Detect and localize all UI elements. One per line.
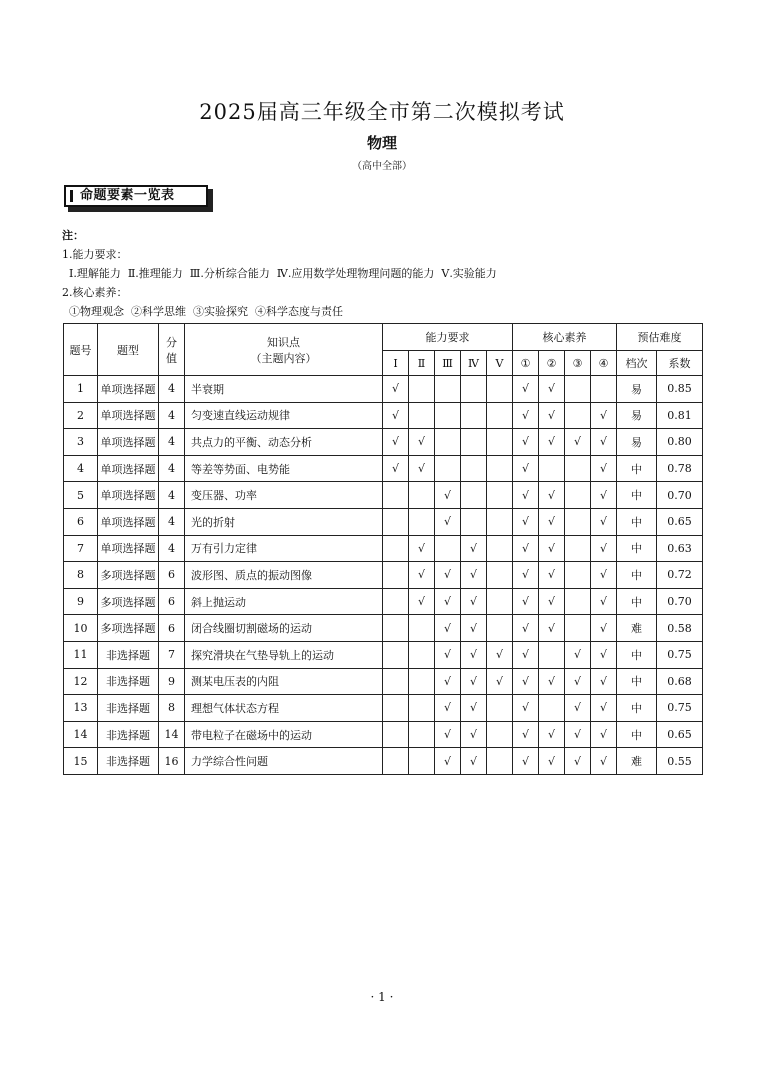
cell-literacy-3	[565, 482, 591, 509]
cell-type: 非选择题	[98, 748, 159, 775]
cell-ability-2	[409, 748, 435, 775]
cell-ability-1	[383, 588, 409, 615]
table-body	[64, 376, 703, 775]
cell-ability-4	[461, 482, 487, 509]
cell-num: 5	[64, 482, 98, 509]
cell-coef: 0.65	[657, 721, 703, 748]
cell-level: 易	[617, 429, 657, 456]
header-ability-1: Ⅰ	[383, 351, 409, 376]
cell-literacy-4: √	[591, 588, 617, 615]
cell-literacy-4: √	[591, 482, 617, 509]
cell-ability-4	[461, 455, 487, 482]
cell-ability-3	[435, 535, 461, 562]
cell-ability-4: √	[461, 588, 487, 615]
cell-ability-1: √	[383, 455, 409, 482]
cell-level: 易	[617, 402, 657, 429]
table-row	[64, 482, 703, 509]
cell-coef: 0.75	[657, 695, 703, 722]
notes-literacy-heading: 2.核心素养：	[62, 286, 128, 299]
page-number: · 1 ·	[370, 990, 394, 1004]
cell-literacy-1: √	[513, 588, 539, 615]
notes-ability-list: Ⅰ.理解能力 Ⅱ.推理能力 Ⅲ.分析综合能力 Ⅳ.应用数学处理物理问题的能力 Ⅴ.实验能力	[62, 267, 497, 280]
cell-num: 8	[64, 562, 98, 589]
cell-literacy-2	[539, 455, 565, 482]
cell-ability-3	[435, 376, 461, 403]
cell-coef: 0.81	[657, 402, 703, 429]
cell-type: 单项选择题	[98, 429, 159, 456]
header-ability-2: Ⅱ	[409, 351, 435, 376]
cell-score: 4	[159, 508, 185, 535]
scope-subtitle: （高中全部）	[352, 161, 412, 172]
cell-num: 7	[64, 535, 98, 562]
cell-knowledge-point: 匀变速直线运动规律	[185, 402, 383, 429]
cell-knowledge-point: 变压器、功率	[185, 482, 383, 509]
cell-num: 1	[64, 376, 98, 403]
cell-ability-5	[487, 429, 513, 456]
cell-literacy-1: √	[513, 402, 539, 429]
cell-score: 16	[159, 748, 185, 775]
cell-ability-5	[487, 402, 513, 429]
cell-num: 13	[64, 695, 98, 722]
cell-level: 难	[617, 615, 657, 642]
cell-score: 6	[159, 562, 185, 589]
table-row	[64, 562, 703, 589]
table-row	[64, 641, 703, 668]
header-level: 档次	[617, 351, 657, 376]
cell-literacy-1: √	[513, 721, 539, 748]
cell-ability-4: √	[461, 695, 487, 722]
cell-literacy-3: √	[565, 695, 591, 722]
cell-literacy-1: √	[513, 508, 539, 535]
cell-ability-5	[487, 508, 513, 535]
cell-ability-4	[461, 508, 487, 535]
table-row	[64, 588, 703, 615]
cell-type: 单项选择题	[98, 376, 159, 403]
cell-level: 中	[617, 562, 657, 589]
cell-num: 2	[64, 402, 98, 429]
table-row	[64, 429, 703, 456]
cell-ability-2	[409, 668, 435, 695]
cell-level: 中	[617, 588, 657, 615]
cell-ability-3: √	[435, 695, 461, 722]
cell-ability-2	[409, 508, 435, 535]
cell-type: 多项选择题	[98, 562, 159, 589]
cell-literacy-4: √	[591, 429, 617, 456]
header-ability-5: Ⅴ	[487, 351, 513, 376]
table-row	[64, 668, 703, 695]
cell-ability-5	[487, 615, 513, 642]
cell-literacy-2: √	[539, 615, 565, 642]
cell-literacy-1: √	[513, 695, 539, 722]
cell-ability-5	[487, 562, 513, 589]
cell-level: 中	[617, 482, 657, 509]
cell-coef: 0.68	[657, 668, 703, 695]
cell-literacy-3	[565, 615, 591, 642]
cell-literacy-1: √	[513, 429, 539, 456]
cell-literacy-3: √	[565, 429, 591, 456]
cell-ability-2	[409, 695, 435, 722]
cell-level: 中	[617, 641, 657, 668]
cell-literacy-2: √	[539, 508, 565, 535]
cell-score: 8	[159, 695, 185, 722]
cell-score: 4	[159, 402, 185, 429]
cell-level: 中	[617, 508, 657, 535]
cell-ability-4: √	[461, 721, 487, 748]
banner-label: 命题要素一览表	[64, 185, 208, 207]
cell-level: 易	[617, 376, 657, 403]
cell-score: 4	[159, 455, 185, 482]
cell-literacy-3	[565, 376, 591, 403]
cell-score: 4	[159, 376, 185, 403]
cell-ability-5	[487, 721, 513, 748]
cell-literacy-3	[565, 588, 591, 615]
cell-literacy-4: √	[591, 615, 617, 642]
cell-knowledge-point: 测某电压表的内阻	[185, 668, 383, 695]
cell-ability-5: √	[487, 668, 513, 695]
cell-level: 中	[617, 695, 657, 722]
cell-score: 14	[159, 721, 185, 748]
cell-ability-2: √	[409, 455, 435, 482]
cell-literacy-2: √	[539, 562, 565, 589]
table-row	[64, 721, 703, 748]
cell-literacy-2: √	[539, 402, 565, 429]
cell-level: 中	[617, 455, 657, 482]
table-row	[64, 535, 703, 562]
notes-ability-heading: 1.能力要求：	[62, 248, 128, 261]
header-score-2: 值	[166, 351, 177, 365]
header-score-1: 分	[166, 335, 177, 349]
cell-literacy-4: √	[591, 641, 617, 668]
cell-type: 单项选择题	[98, 482, 159, 509]
cell-literacy-3: √	[565, 721, 591, 748]
notes-section	[62, 226, 497, 321]
header-literacy-3: ③	[565, 351, 591, 376]
cell-ability-5	[487, 588, 513, 615]
cell-literacy-4: √	[591, 535, 617, 562]
cell-knowledge-point: 万有引力定律	[185, 535, 383, 562]
cell-score: 4	[159, 535, 185, 562]
cell-ability-1: √	[383, 429, 409, 456]
cell-knowledge-point: 探究滑块在气垫导轨上的运动	[185, 641, 383, 668]
cell-ability-2	[409, 376, 435, 403]
cell-type: 单项选择题	[98, 455, 159, 482]
cell-literacy-3	[565, 402, 591, 429]
cell-literacy-1: √	[513, 668, 539, 695]
cell-ability-3: √	[435, 748, 461, 775]
cell-type: 非选择题	[98, 668, 159, 695]
cell-literacy-3: √	[565, 748, 591, 775]
table-row	[64, 695, 703, 722]
cell-num: 11	[64, 641, 98, 668]
cell-type: 单项选择题	[98, 508, 159, 535]
cell-ability-4: √	[461, 668, 487, 695]
cell-literacy-1: √	[513, 535, 539, 562]
cell-literacy-2: √	[539, 429, 565, 456]
cell-ability-2	[409, 615, 435, 642]
cell-ability-3	[435, 402, 461, 429]
cell-knowledge-point: 波形图、质点的振动图像	[185, 562, 383, 589]
cell-ability-3: √	[435, 508, 461, 535]
cell-ability-3	[435, 429, 461, 456]
cell-ability-3: √	[435, 668, 461, 695]
header-literacy: 核心素养	[513, 324, 617, 351]
cell-literacy-2: √	[539, 482, 565, 509]
cell-literacy-4: √	[591, 562, 617, 589]
cell-level: 中	[617, 721, 657, 748]
table-row	[64, 748, 703, 775]
cell-ability-5	[487, 455, 513, 482]
cell-level: 中	[617, 535, 657, 562]
cell-literacy-4: √	[591, 695, 617, 722]
cell-ability-1	[383, 562, 409, 589]
cell-level: 难	[617, 748, 657, 775]
cell-literacy-4: √	[591, 455, 617, 482]
cell-knowledge-point: 力学综合性问题	[185, 748, 383, 775]
cell-ability-3: √	[435, 721, 461, 748]
cell-type: 单项选择题	[98, 535, 159, 562]
cell-ability-1	[383, 668, 409, 695]
cell-score: 9	[159, 668, 185, 695]
cell-ability-4: √	[461, 562, 487, 589]
header-num: 题号	[64, 324, 98, 376]
cell-coef: 0.58	[657, 615, 703, 642]
cell-ability-5	[487, 535, 513, 562]
cell-score: 6	[159, 588, 185, 615]
table-row	[64, 455, 703, 482]
cell-ability-2	[409, 482, 435, 509]
cell-ability-5	[487, 748, 513, 775]
cell-ability-1	[383, 535, 409, 562]
cell-knowledge-point: 半衰期	[185, 376, 383, 403]
header-type: 题型	[98, 324, 159, 376]
cell-coef: 0.78	[657, 455, 703, 482]
cell-ability-2: √	[409, 429, 435, 456]
cell-type: 非选择题	[98, 721, 159, 748]
cell-ability-2: √	[409, 588, 435, 615]
cell-num: 9	[64, 588, 98, 615]
cell-literacy-1: √	[513, 562, 539, 589]
cell-knowledge-point: 共点力的平衡、动态分析	[185, 429, 383, 456]
header-ability-4: Ⅳ	[461, 351, 487, 376]
cell-ability-2	[409, 641, 435, 668]
cell-ability-1	[383, 721, 409, 748]
cell-score: 4	[159, 429, 185, 456]
table-row	[64, 376, 703, 403]
cell-literacy-2: √	[539, 721, 565, 748]
cell-num: 14	[64, 721, 98, 748]
cell-type: 非选择题	[98, 641, 159, 668]
cell-coef: 0.85	[657, 376, 703, 403]
table-row	[64, 615, 703, 642]
cell-literacy-2: √	[539, 535, 565, 562]
cell-ability-1	[383, 748, 409, 775]
cell-coef: 0.65	[657, 508, 703, 535]
header-score	[159, 324, 185, 376]
cell-ability-3: √	[435, 562, 461, 589]
cell-score: 7	[159, 641, 185, 668]
cell-num: 12	[64, 668, 98, 695]
header-literacy-1: ①	[513, 351, 539, 376]
cell-literacy-4: √	[591, 721, 617, 748]
cell-ability-3: √	[435, 615, 461, 642]
notes-label: 注：	[62, 229, 84, 242]
cell-num: 4	[64, 455, 98, 482]
cell-literacy-1: √	[513, 482, 539, 509]
cell-knowledge-point: 等差等势面、电势能	[185, 455, 383, 482]
cell-literacy-4: √	[591, 668, 617, 695]
cell-ability-1	[383, 508, 409, 535]
cell-literacy-2	[539, 695, 565, 722]
cell-ability-5	[487, 695, 513, 722]
notes-literacy-list: ①物理观念 ②科学思维 ③实验探究 ④科学态度与责任	[62, 305, 343, 318]
cell-literacy-3	[565, 508, 591, 535]
cell-coef: 0.72	[657, 562, 703, 589]
cell-literacy-2: √	[539, 668, 565, 695]
cell-literacy-3: √	[565, 641, 591, 668]
cell-num: 6	[64, 508, 98, 535]
document-title: 2025届高三年级全市第二次模拟考试	[199, 100, 565, 124]
cell-ability-1: √	[383, 402, 409, 429]
header-difficulty: 预估难度	[617, 324, 703, 351]
cell-ability-1	[383, 615, 409, 642]
cell-ability-4	[461, 376, 487, 403]
cell-literacy-4: √	[591, 508, 617, 535]
cell-literacy-4: √	[591, 748, 617, 775]
cell-coef: 0.75	[657, 641, 703, 668]
cell-score: 6	[159, 615, 185, 642]
cell-ability-5	[487, 482, 513, 509]
table-row	[64, 402, 703, 429]
section-banner	[64, 185, 214, 213]
header-ability: 能力要求	[383, 324, 513, 351]
cell-ability-5: √	[487, 641, 513, 668]
cell-coef: 0.80	[657, 429, 703, 456]
cell-num: 3	[64, 429, 98, 456]
cell-literacy-3	[565, 455, 591, 482]
subject-title: 物理	[366, 134, 397, 152]
cell-score: 4	[159, 482, 185, 509]
cell-type: 单项选择题	[98, 402, 159, 429]
cell-ability-5	[487, 376, 513, 403]
cell-ability-4	[461, 429, 487, 456]
cell-coef: 0.70	[657, 588, 703, 615]
cell-ability-1	[383, 695, 409, 722]
cell-literacy-2: √	[539, 748, 565, 775]
cell-knowledge-point: 带电粒子在磁场中的运动	[185, 721, 383, 748]
header-literacy-2: ②	[539, 351, 565, 376]
cell-literacy-4	[591, 376, 617, 403]
cell-literacy-2: √	[539, 588, 565, 615]
cell-ability-4: √	[461, 535, 487, 562]
cell-literacy-1: √	[513, 376, 539, 403]
cell-coef: 0.63	[657, 535, 703, 562]
cell-coef: 0.70	[657, 482, 703, 509]
cell-literacy-1: √	[513, 641, 539, 668]
cell-literacy-2: √	[539, 376, 565, 403]
cell-knowledge-point: 闭合线圈切割磁场的运动	[185, 615, 383, 642]
cell-ability-4: √	[461, 748, 487, 775]
cell-knowledge-point: 斜上抛运动	[185, 588, 383, 615]
cell-ability-3: √	[435, 482, 461, 509]
cell-num: 15	[64, 748, 98, 775]
cell-ability-4: √	[461, 615, 487, 642]
cell-coef: 0.55	[657, 748, 703, 775]
cell-ability-3: √	[435, 588, 461, 615]
table-row	[64, 508, 703, 535]
cell-literacy-1: √	[513, 615, 539, 642]
cell-knowledge-point: 理想气体状态方程	[185, 695, 383, 722]
header-knowledge-point	[185, 324, 383, 376]
cell-knowledge-point: 光的折射	[185, 508, 383, 535]
cell-literacy-1: √	[513, 748, 539, 775]
header-coef: 系数	[657, 351, 703, 376]
cell-ability-2	[409, 721, 435, 748]
cell-level: 中	[617, 668, 657, 695]
header-literacy-4: ④	[591, 351, 617, 376]
cell-type: 多项选择题	[98, 615, 159, 642]
cell-ability-4	[461, 402, 487, 429]
cell-type: 多项选择题	[98, 588, 159, 615]
header-kp-1: 知识点	[267, 335, 300, 349]
cell-literacy-2	[539, 641, 565, 668]
cell-ability-1	[383, 482, 409, 509]
cell-ability-2: √	[409, 535, 435, 562]
cell-type: 非选择题	[98, 695, 159, 722]
cell-ability-2	[409, 402, 435, 429]
cell-literacy-4: √	[591, 402, 617, 429]
header-kp-2: （主题内容）	[250, 351, 317, 365]
cell-literacy-3	[565, 562, 591, 589]
cell-num: 10	[64, 615, 98, 642]
cell-literacy-3	[565, 535, 591, 562]
cell-ability-1	[383, 641, 409, 668]
cell-literacy-3: √	[565, 668, 591, 695]
cell-ability-3: √	[435, 641, 461, 668]
cell-ability-4: √	[461, 641, 487, 668]
cell-ability-3	[435, 455, 461, 482]
cell-ability-2: √	[409, 562, 435, 589]
question-elements-table	[63, 323, 703, 775]
cell-literacy-1: √	[513, 455, 539, 482]
cell-ability-1: √	[383, 376, 409, 403]
header-ability-3: Ⅲ	[435, 351, 461, 376]
